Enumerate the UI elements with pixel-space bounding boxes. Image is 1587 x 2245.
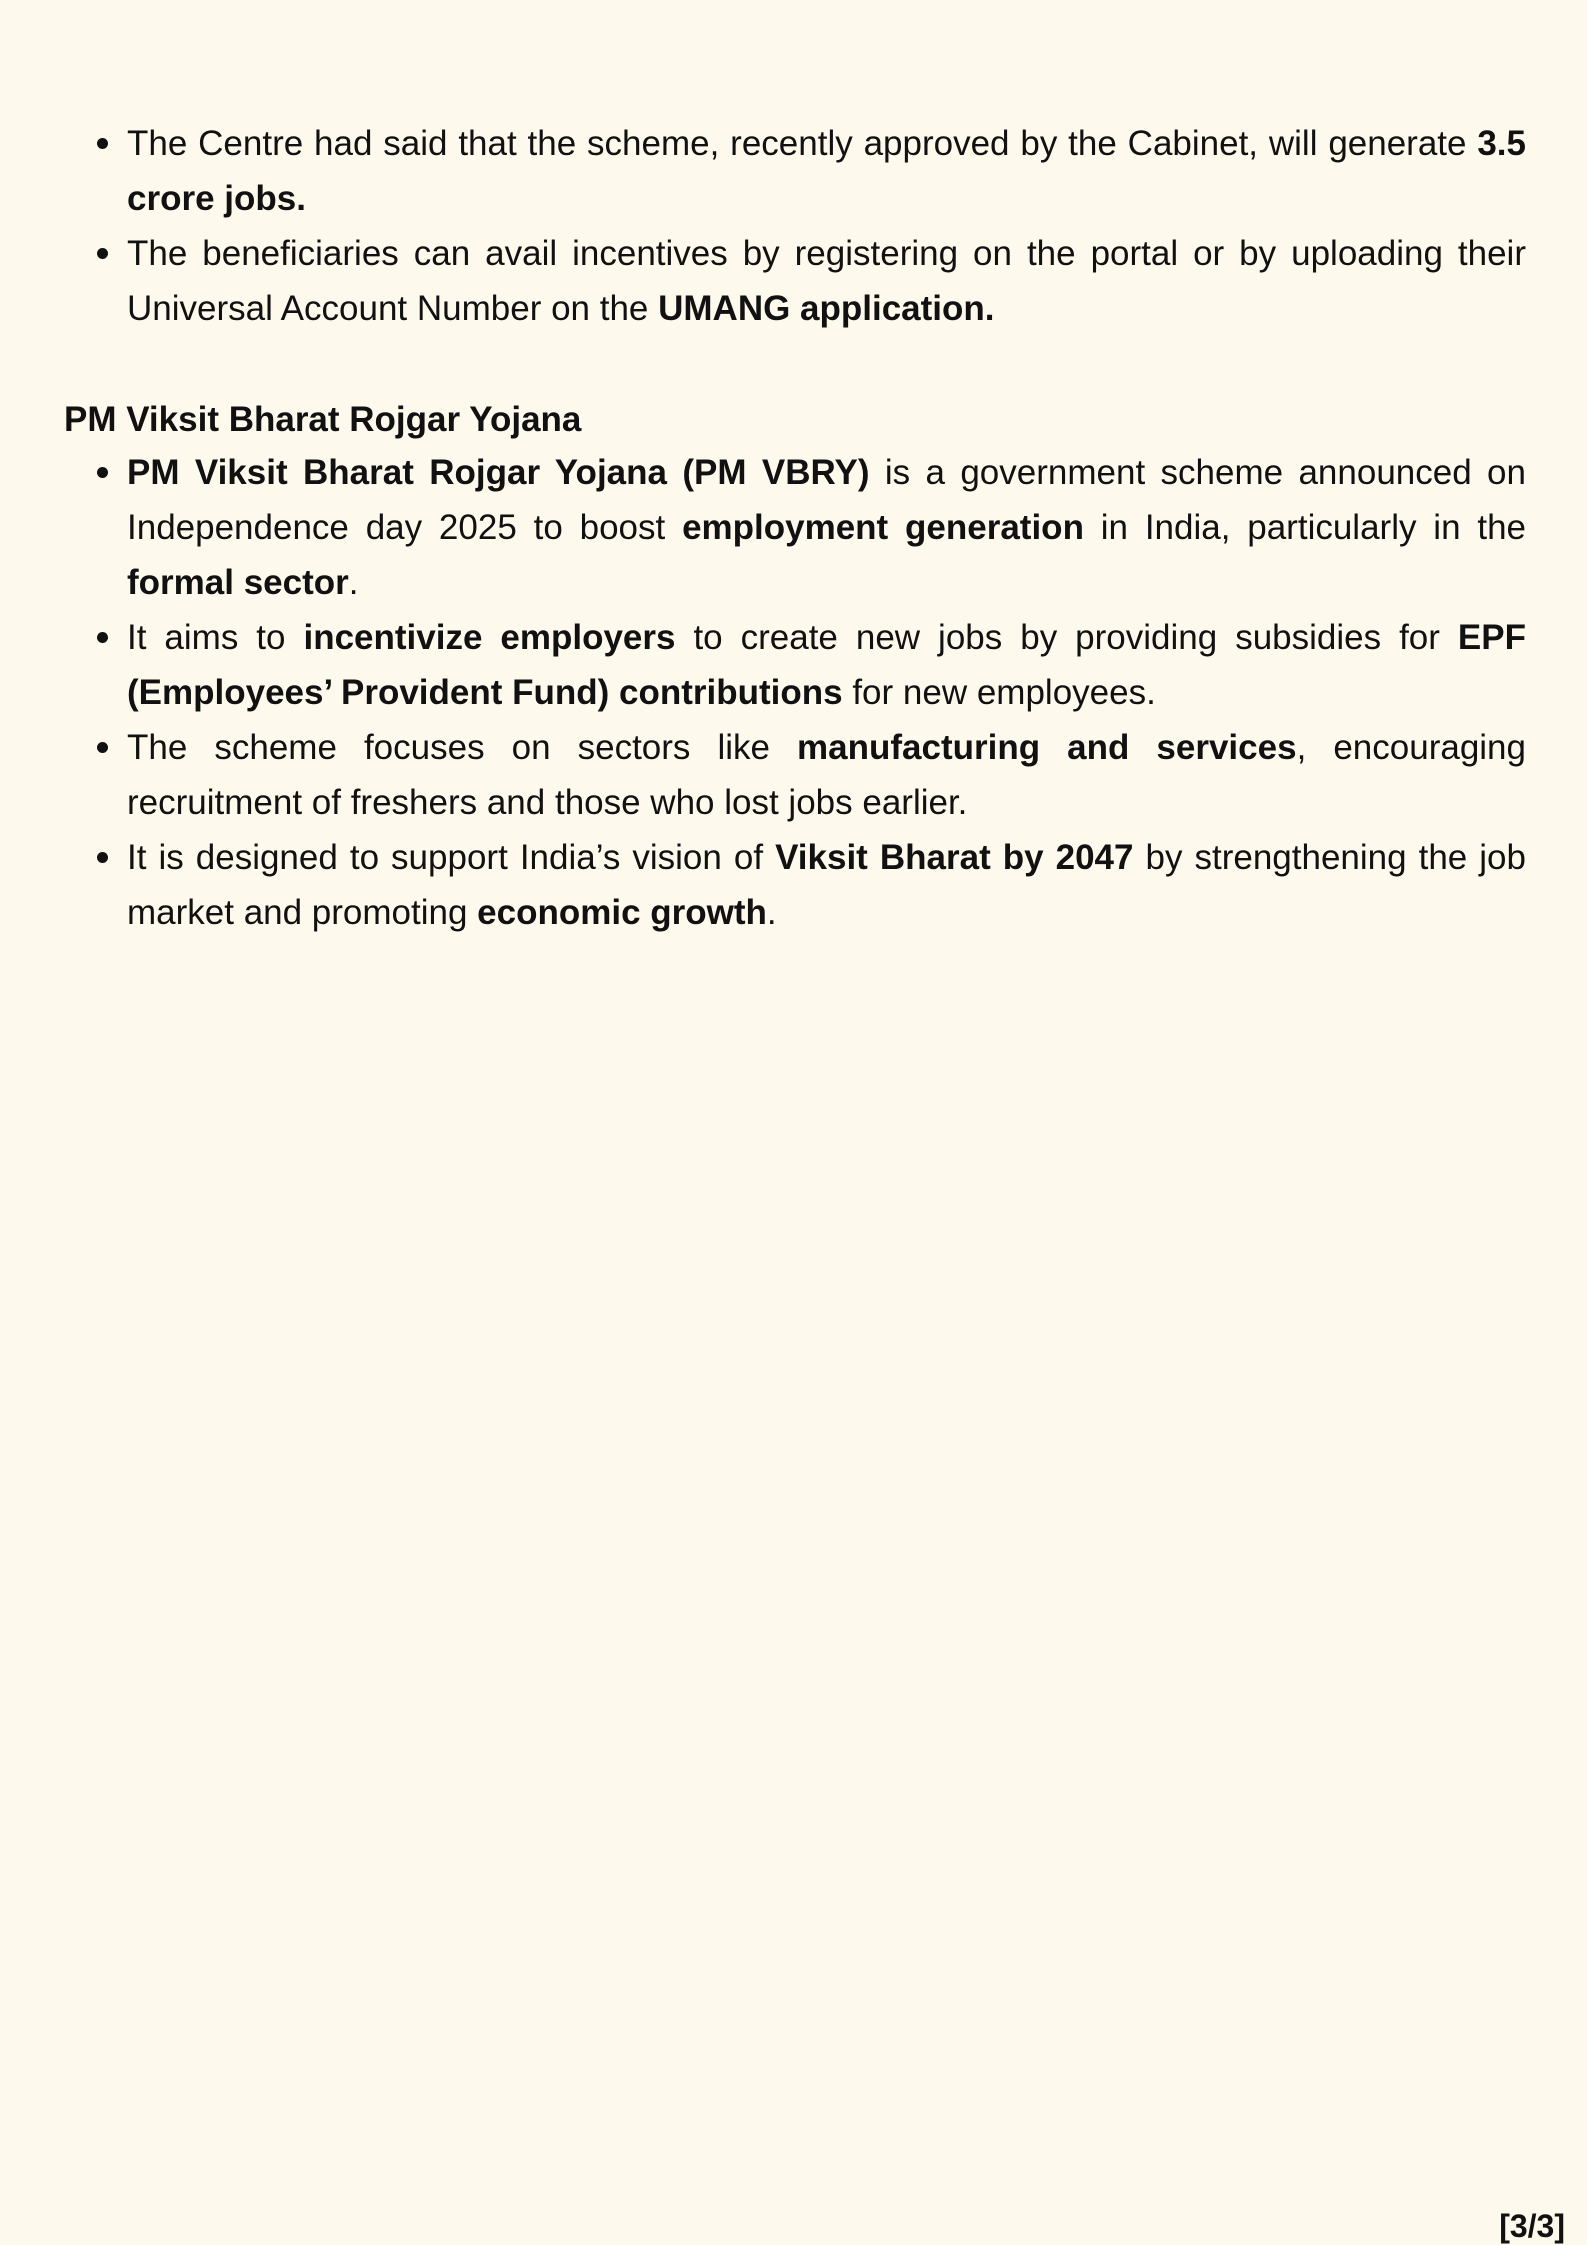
bullet-text: The scheme focuses on sectors like [127, 728, 798, 767]
bullet-text: for new employees. [842, 673, 1156, 712]
page-number: [3/3] [1499, 2208, 1565, 2244]
bullet-bold-text: incentivize employers [303, 618, 676, 657]
bullet-bold-text: formal sector [127, 563, 349, 602]
section-heading: PM Viksit Bharat Rojgar Yojana [64, 400, 582, 439]
list-item [92, 445, 1526, 610]
bullet-bold-text: economic growth [477, 893, 767, 932]
bullet-bold-text: manufacturing and services [797, 728, 1297, 767]
bullet-text: . [766, 893, 777, 932]
bullet-text: It is designed to support India’s vision of [127, 838, 776, 877]
list-item [92, 116, 1526, 226]
bullet-text: The Centre had said that the scheme, recently approved by the Cabinet, will generate [127, 124, 1478, 163]
bullet-text: The beneficiaries can avail incentives by registering on the portal or by uploading their Universal Account Number on the [127, 234, 1526, 328]
bullet-text: It aims to [127, 618, 304, 657]
bullet-bold-text: UMANG application. [658, 289, 995, 328]
bullet-bold-text: 3.5 crore jobs. [127, 124, 1526, 218]
bullet-bold-text: employment generation [682, 508, 1084, 547]
bullet-bold-text: Viksit Bharat by 2047 [775, 838, 1134, 877]
bullet-text: is a government scheme announced on Independence day 2025 to boost [127, 453, 1526, 547]
bullet-text: to create new jobs by providing subsidies for [675, 618, 1458, 657]
bullet-text: . [348, 563, 359, 602]
bullet-bold-text: EPF (Employees’ Provident Fund) contributions [127, 618, 1526, 712]
intro-bullet-list [92, 116, 1526, 336]
list-item [92, 226, 1526, 336]
list-item [92, 830, 1526, 940]
list-item [92, 610, 1526, 720]
list-item [92, 720, 1526, 830]
bullet-text: by strengthening the job market and promoting [127, 838, 1526, 932]
bullet-text: in India, particularly in the [1083, 508, 1527, 547]
bullet-text: , encouraging recruitment of freshers and those who lost jobs earlier. [127, 728, 1526, 822]
scheme-bullet-list [92, 445, 1526, 940]
bullet-bold-text: PM Viksit Bharat Rojgar Yojana (PM VBRY) [127, 453, 870, 492]
